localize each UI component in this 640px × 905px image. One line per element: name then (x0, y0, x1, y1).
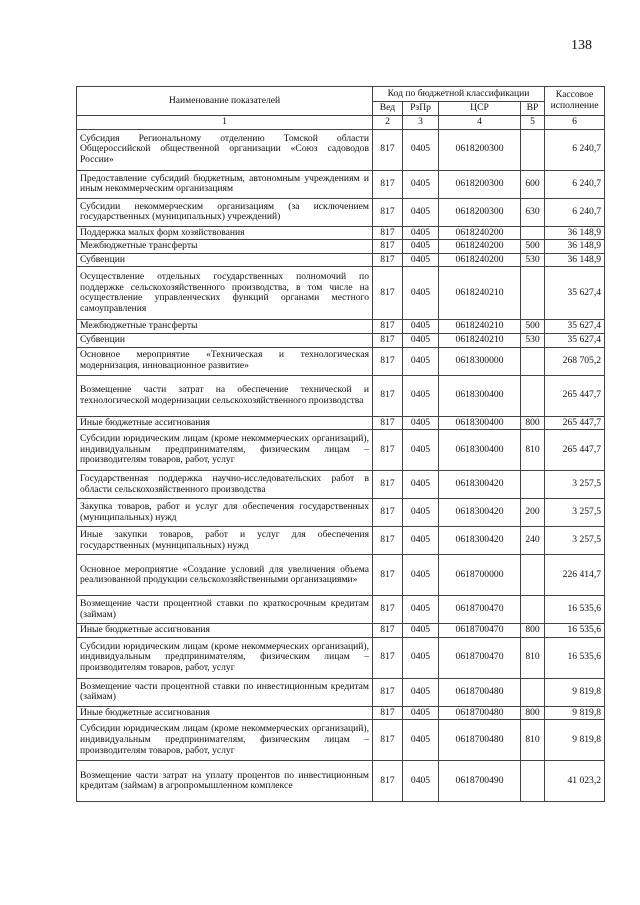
row-name-cell: Возмещение части процентной ставки по краткосрочным кредитам (займам) (77, 596, 373, 624)
row-name-cell: Субсидии некоммерческим организациям (за исключением государственных (муниципальных) учреждений) (77, 198, 373, 226)
table-row (77, 471, 605, 499)
row-vr-cell: 800 (521, 624, 545, 638)
table-row (77, 198, 605, 226)
table-row (77, 706, 605, 720)
row-vr-cell (521, 375, 545, 416)
row-vr-cell (521, 347, 545, 375)
row-csr-cell: 0618240200 (439, 240, 521, 254)
row-rzpr-cell: 0405 (403, 555, 439, 596)
table-row (77, 375, 605, 416)
row-csr-cell: 0618200300 (439, 129, 521, 170)
row-name-cell: Основное мероприятие «Создание условий для увеличения объема реализованной продукции сельскохозяйственными организациями» (77, 555, 373, 596)
row-csr-cell: 0618700480 (439, 678, 521, 706)
row-name-cell: Межбюджетные трансферты (77, 240, 373, 254)
row-rzpr-cell: 0405 (403, 596, 439, 624)
header-code-group: Код по бюджетной классификации (373, 87, 545, 102)
table-row (77, 430, 605, 471)
row-amount-cell: 35 627,4 (545, 267, 605, 320)
row-amount-cell: 35 627,4 (545, 333, 605, 347)
row-amount-cell: 6 240,7 (545, 198, 605, 226)
row-rzpr-cell: 0405 (403, 129, 439, 170)
row-amount-cell: 36 148,9 (545, 253, 605, 267)
header-rzpr: РзПр (403, 102, 439, 116)
table-row (77, 720, 605, 761)
row-csr-cell: 0618300400 (439, 430, 521, 471)
table-row (77, 320, 605, 334)
row-vr-cell: 810 (521, 720, 545, 761)
header-num-3: 3 (403, 116, 439, 130)
row-csr-cell: 0618240210 (439, 333, 521, 347)
row-csr-cell: 0618700470 (439, 624, 521, 638)
row-csr-cell: 0618300420 (439, 471, 521, 499)
header-num-4: 4 (439, 116, 521, 130)
row-ved-cell: 817 (373, 375, 403, 416)
row-name-cell: Межбюджетные трансферты (77, 320, 373, 334)
row-rzpr-cell: 0405 (403, 253, 439, 267)
row-vr-cell (521, 596, 545, 624)
row-amount-cell: 265 447,7 (545, 416, 605, 430)
row-csr-cell: 0618200300 (439, 198, 521, 226)
row-ved-cell: 817 (373, 347, 403, 375)
row-vr-cell: 600 (521, 170, 545, 198)
row-ved-cell: 817 (373, 706, 403, 720)
row-vr-cell (521, 555, 545, 596)
row-ved-cell: 817 (373, 637, 403, 678)
row-amount-cell: 9 819,8 (545, 720, 605, 761)
row-amount-cell: 3 257,5 (545, 527, 605, 555)
table-row (77, 416, 605, 430)
row-rzpr-cell: 0405 (403, 226, 439, 240)
table-row (77, 555, 605, 596)
row-amount-cell: 265 447,7 (545, 375, 605, 416)
row-rzpr-cell: 0405 (403, 499, 439, 527)
row-amount-cell: 6 240,7 (545, 170, 605, 198)
row-ved-cell: 817 (373, 596, 403, 624)
row-vr-cell: 630 (521, 198, 545, 226)
row-amount-cell: 6 240,7 (545, 129, 605, 170)
row-ved-cell: 817 (373, 226, 403, 240)
row-rzpr-cell: 0405 (403, 170, 439, 198)
row-csr-cell: 0618240210 (439, 267, 521, 320)
row-name-cell: Возмещение части затрат на уплату процентов по инвестиционным кредитам (займам) в агропромышленном комплексе (77, 761, 373, 802)
table-row (77, 624, 605, 638)
row-ved-cell: 817 (373, 170, 403, 198)
row-name-cell: Предоставление субсидий бюджетным, автономным учреждениям и иным некоммерческим организациям (77, 170, 373, 198)
row-ved-cell: 817 (373, 430, 403, 471)
row-csr-cell: 0618700000 (439, 555, 521, 596)
header-csr: ЦСР (439, 102, 521, 116)
row-name-cell: Возмещение части затрат на обеспечение технической и технологической модернизации сельскохозяйственного производства (77, 375, 373, 416)
row-name-cell: Возмещение части процентной ставки по инвестиционным кредитам (займам) (77, 678, 373, 706)
row-amount-cell: 16 535,6 (545, 596, 605, 624)
row-csr-cell: 0618300420 (439, 499, 521, 527)
row-name-cell: Субсидии юридическим лицам (кроме некоммерческих организаций), индивидуальным предпринимателям, физическим лицам – производителям товаров, работ, услуг (77, 720, 373, 761)
row-rzpr-cell: 0405 (403, 430, 439, 471)
row-csr-cell: 0618700490 (439, 761, 521, 802)
row-ved-cell: 817 (373, 527, 403, 555)
row-csr-cell: 0618700470 (439, 596, 521, 624)
row-csr-cell: 0618240200 (439, 253, 521, 267)
row-name-cell: Субсидия Региональному отделению Томской области Общероссийской общественной организации «Союз садоводов России» (77, 129, 373, 170)
row-amount-cell: 3 257,5 (545, 499, 605, 527)
row-name-cell: Субвенции (77, 333, 373, 347)
header-num-6: 6 (545, 116, 605, 130)
row-vr-cell: 810 (521, 637, 545, 678)
row-amount-cell: 9 819,8 (545, 678, 605, 706)
row-ved-cell: 817 (373, 624, 403, 638)
row-vr-cell (521, 267, 545, 320)
row-name-cell: Основное мероприятие «Техническая и технологическая модернизация, инновационное развитие» (77, 347, 373, 375)
row-name-cell: Иные бюджетные ассигнования (77, 706, 373, 720)
row-amount-cell: 36 148,9 (545, 240, 605, 254)
table-row (77, 267, 605, 320)
row-rzpr-cell: 0405 (403, 761, 439, 802)
row-vr-cell (521, 226, 545, 240)
row-name-cell: Субсидии юридическим лицам (кроме некоммерческих организаций), индивидуальным предпринимателям, физическим лицам – производителям товаров, работ, услуг (77, 430, 373, 471)
row-ved-cell: 817 (373, 471, 403, 499)
row-vr-cell: 530 (521, 333, 545, 347)
row-vr-cell: 810 (521, 430, 545, 471)
table-row (77, 129, 605, 170)
row-ved-cell: 817 (373, 555, 403, 596)
row-rzpr-cell: 0405 (403, 706, 439, 720)
row-amount-cell: 16 535,6 (545, 624, 605, 638)
row-rzpr-cell: 0405 (403, 347, 439, 375)
row-name-cell: Закупка товаров, работ и услуг для обеспечения государственных (муниципальных) нужд (77, 499, 373, 527)
row-name-cell: Иные закупки товаров, работ и услуг для обеспечения государственных (муниципальных) нужд (77, 527, 373, 555)
row-ved-cell: 817 (373, 416, 403, 430)
table-row (77, 240, 605, 254)
row-csr-cell: 0618700480 (439, 720, 521, 761)
row-ved-cell: 817 (373, 267, 403, 320)
row-rzpr-cell: 0405 (403, 198, 439, 226)
row-ved-cell: 817 (373, 320, 403, 334)
row-amount-cell: 36 148,9 (545, 226, 605, 240)
row-rzpr-cell: 0405 (403, 320, 439, 334)
table-row (77, 499, 605, 527)
page-number: 138 (571, 38, 592, 53)
row-csr-cell: 0618700480 (439, 706, 521, 720)
row-ved-cell: 817 (373, 761, 403, 802)
row-vr-cell (521, 471, 545, 499)
row-amount-cell: 226 414,7 (545, 555, 605, 596)
table-row (77, 596, 605, 624)
row-vr-cell: 500 (521, 320, 545, 334)
row-vr-cell: 500 (521, 240, 545, 254)
row-vr-cell (521, 129, 545, 170)
row-name-cell: Субвенции (77, 253, 373, 267)
row-amount-cell: 268 705,2 (545, 347, 605, 375)
row-csr-cell: 0618300400 (439, 416, 521, 430)
row-csr-cell: 0618300400 (439, 375, 521, 416)
table-row (77, 226, 605, 240)
budget-table (76, 86, 605, 802)
row-name-cell: Государственная поддержка научно-исследовательских работ в области сельскохозяйственного производства (77, 471, 373, 499)
row-ved-cell: 817 (373, 253, 403, 267)
row-csr-cell: 0618300420 (439, 527, 521, 555)
row-amount-cell: 265 447,7 (545, 430, 605, 471)
row-ved-cell: 817 (373, 240, 403, 254)
row-amount-cell: 9 819,8 (545, 706, 605, 720)
row-ved-cell: 817 (373, 129, 403, 170)
table-row (77, 678, 605, 706)
header-num-2: 2 (373, 116, 403, 130)
row-csr-cell: 0618300000 (439, 347, 521, 375)
row-amount-cell: 16 535,6 (545, 637, 605, 678)
row-amount-cell: 3 257,5 (545, 471, 605, 499)
row-ved-cell: 817 (373, 499, 403, 527)
row-vr-cell (521, 678, 545, 706)
row-amount-cell: 41 023,2 (545, 761, 605, 802)
row-vr-cell: 530 (521, 253, 545, 267)
row-ved-cell: 817 (373, 678, 403, 706)
row-name-cell: Субсидии юридическим лицам (кроме некоммерческих организаций), индивидуальным предпринимателям, физическим лицам – производителям товаров, работ, услуг (77, 637, 373, 678)
row-vr-cell (521, 761, 545, 802)
row-rzpr-cell: 0405 (403, 416, 439, 430)
table-row (77, 637, 605, 678)
header-num-5: 5 (521, 116, 545, 130)
row-rzpr-cell: 0405 (403, 624, 439, 638)
row-amount-cell: 35 627,4 (545, 320, 605, 334)
row-rzpr-cell: 0405 (403, 375, 439, 416)
row-rzpr-cell: 0405 (403, 637, 439, 678)
header-amount: Кассовое исполнение (545, 87, 605, 116)
row-name-cell: Поддержка малых форм хозяйствования (77, 226, 373, 240)
header-name: Наименование показателей (77, 87, 373, 116)
table-row (77, 170, 605, 198)
row-ved-cell: 817 (373, 720, 403, 761)
row-rzpr-cell: 0405 (403, 267, 439, 320)
table-row (77, 347, 605, 375)
table-row (77, 761, 605, 802)
row-name-cell: Иные бюджетные ассигнования (77, 416, 373, 430)
row-vr-cell: 200 (521, 499, 545, 527)
row-rzpr-cell: 0405 (403, 471, 439, 499)
row-vr-cell: 800 (521, 706, 545, 720)
row-rzpr-cell: 0405 (403, 720, 439, 761)
header-vr: ВР (521, 102, 545, 116)
table-row (77, 527, 605, 555)
row-rzpr-cell: 0405 (403, 333, 439, 347)
row-csr-cell: 0618700470 (439, 637, 521, 678)
row-vr-cell: 800 (521, 416, 545, 430)
table-row (77, 333, 605, 347)
row-rzpr-cell: 0405 (403, 678, 439, 706)
row-csr-cell: 0618200300 (439, 170, 521, 198)
row-name-cell: Осуществление отдельных государственных полномочий по поддержке сельскохозяйственного производства, в том числе на осуществление управленческих функций органами местного самоуправления (77, 267, 373, 320)
row-name-cell: Иные бюджетные ассигнования (77, 624, 373, 638)
header-num-1: 1 (77, 116, 373, 130)
row-vr-cell: 240 (521, 527, 545, 555)
row-csr-cell: 0618240200 (439, 226, 521, 240)
table-row (77, 253, 605, 267)
row-ved-cell: 817 (373, 333, 403, 347)
row-rzpr-cell: 0405 (403, 240, 439, 254)
header-ved: Вед (373, 102, 403, 116)
row-csr-cell: 0618240210 (439, 320, 521, 334)
row-rzpr-cell: 0405 (403, 527, 439, 555)
row-ved-cell: 817 (373, 198, 403, 226)
